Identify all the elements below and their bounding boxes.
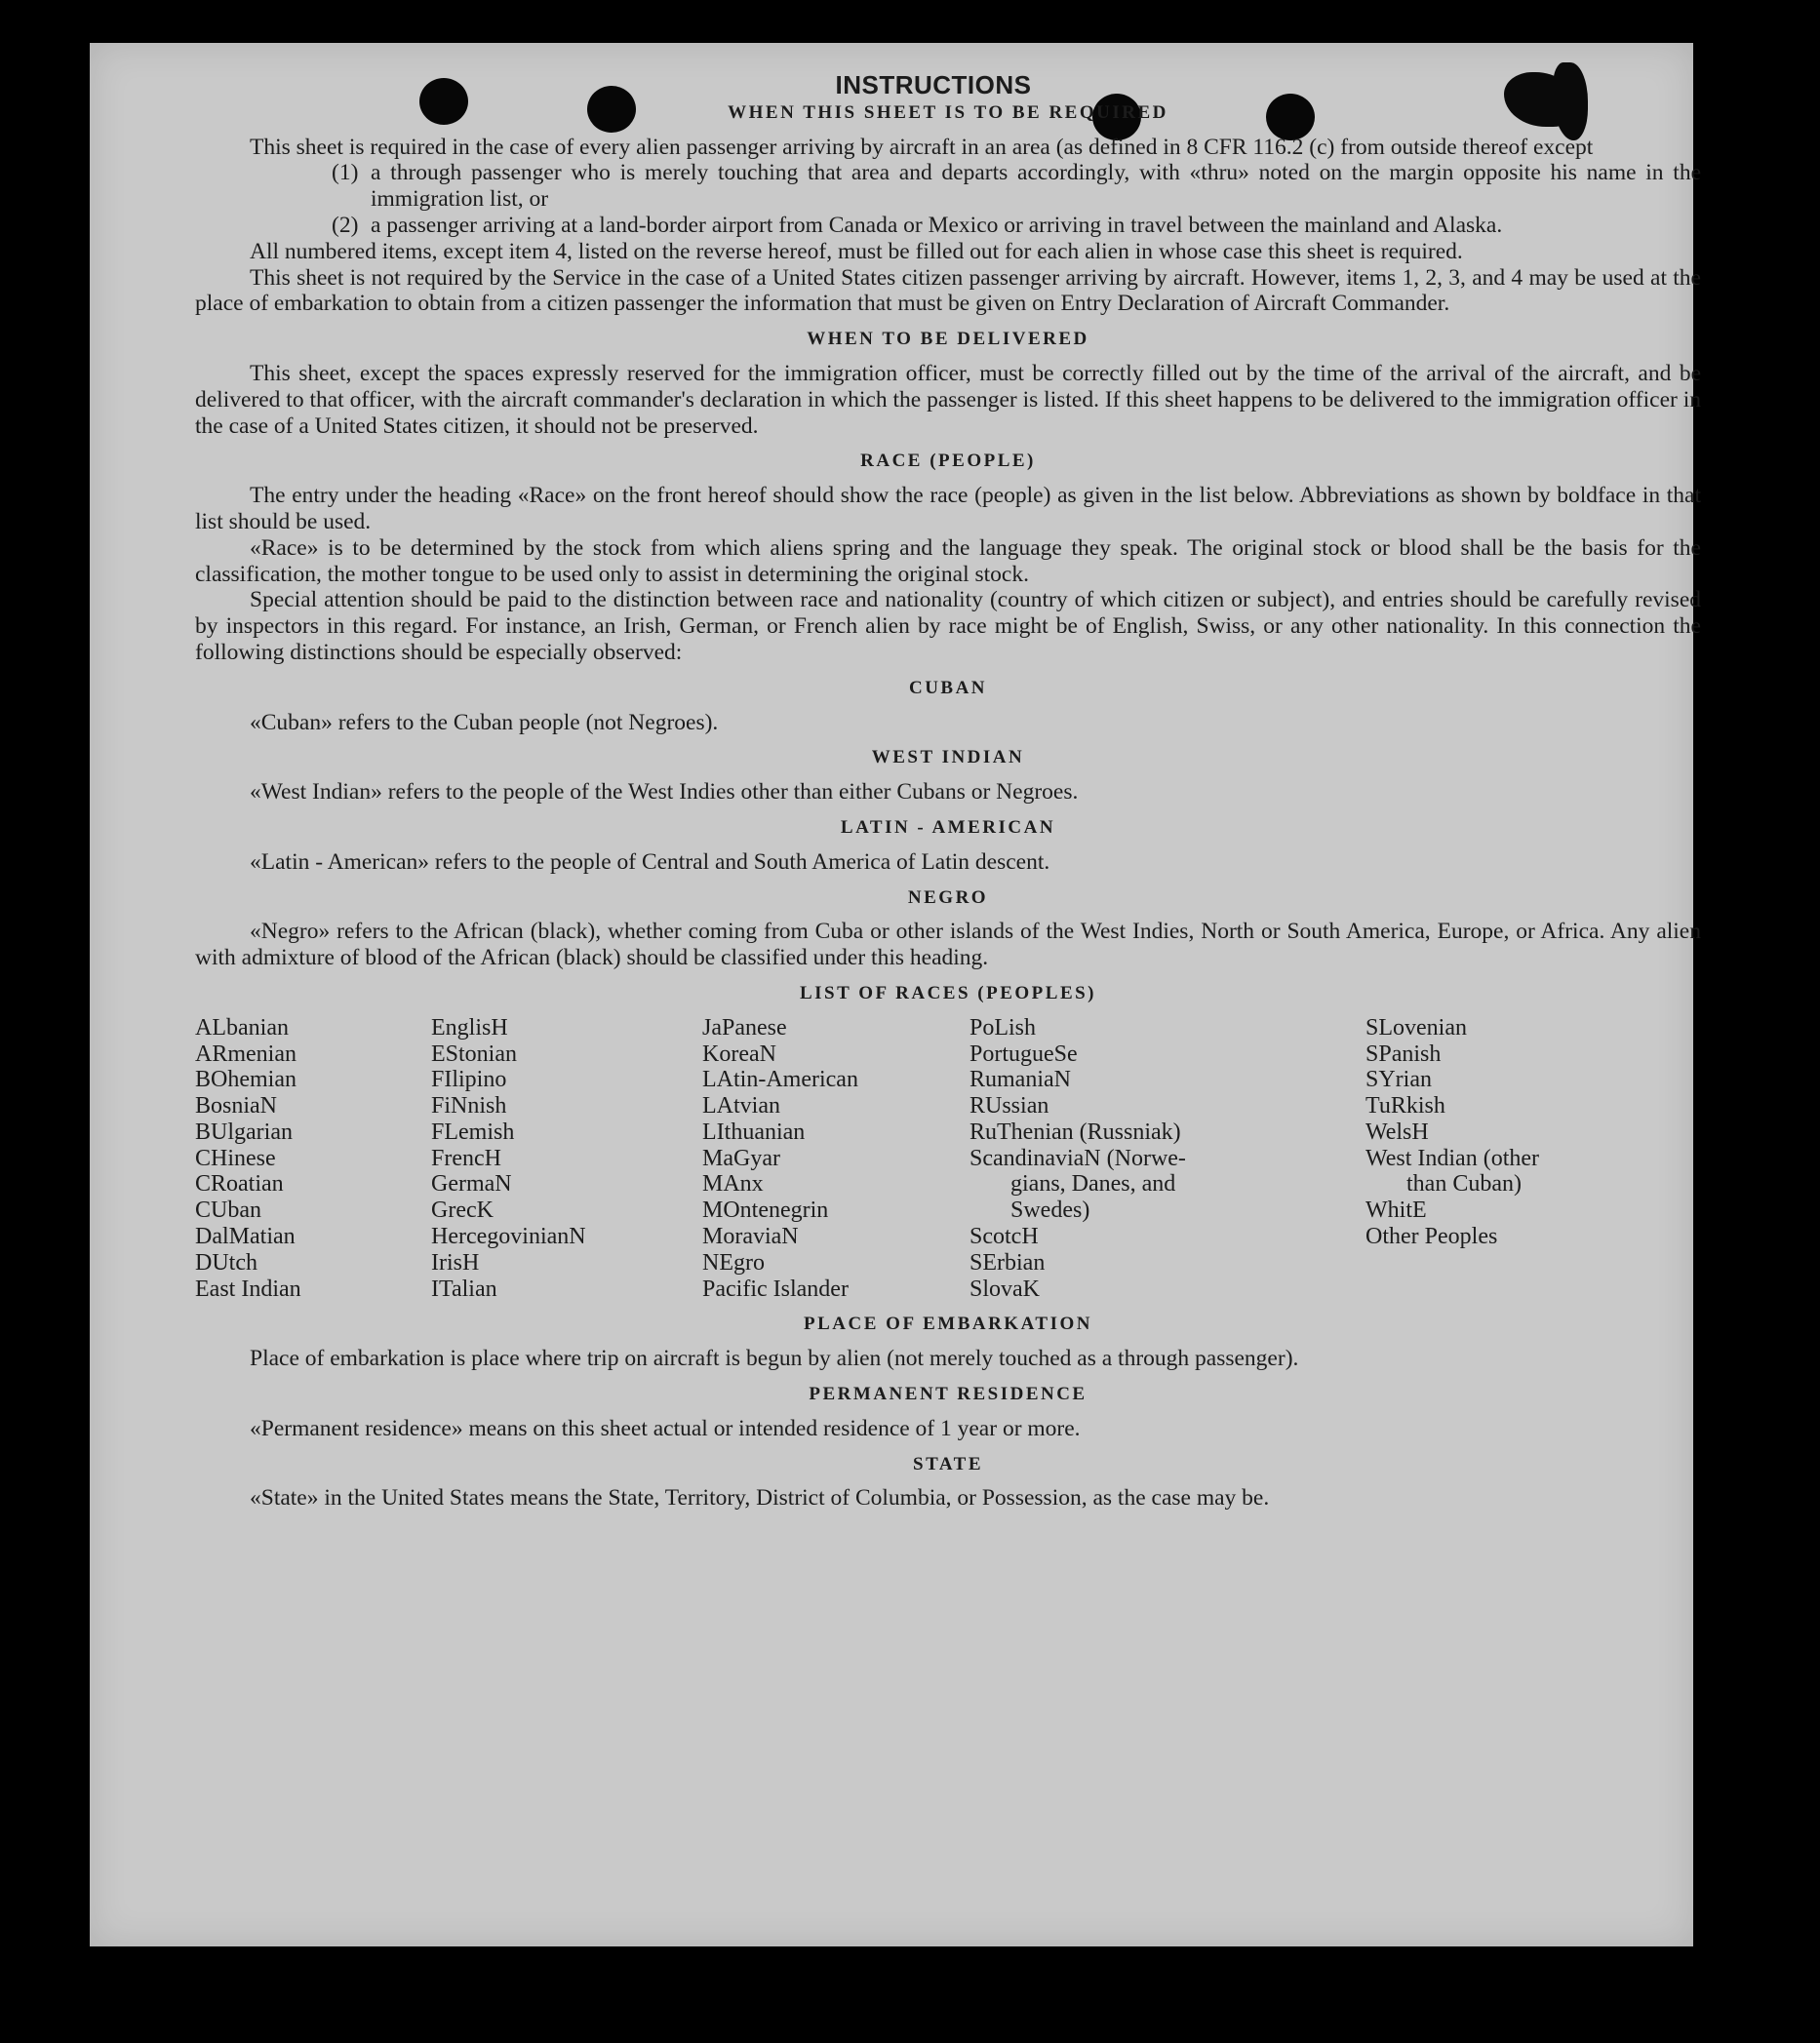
race-entry: DalMatian — [195, 1224, 296, 1250]
race-entry: FIlipino — [431, 1067, 507, 1093]
race-entry: BOhemian — [195, 1067, 297, 1093]
race-entry: DUtch — [195, 1249, 257, 1276]
race-entry: GermaN — [431, 1171, 512, 1198]
paragraph-cuban: «Cuban» refers to the Cuban people (not Negroes). — [250, 709, 719, 735]
race-entry: SlovaK — [969, 1276, 1040, 1302]
race-entry: ITalian — [431, 1276, 497, 1302]
race-entry: East Indian — [195, 1276, 301, 1302]
item-text: a through passenger who is merely touching that area and departs accordingly, with «thru» noted on the margin opposite his name in the immigration list, or — [371, 160, 1701, 213]
paragraph-state: «State» in the United States means the State, Territory, District of Columbia, or Possession, as the case may be. — [250, 1485, 1270, 1512]
paragraph-west-indian: «West Indian» refers to the people of the West Indies other than either Cubans or Negroes. — [250, 779, 1079, 805]
paragraph-race-3: Special attention should be paid to the distinction between race and nationality (country of which citizen or subject), and entries should be carefully revised by inspectors in this regard. For instance, an Irish, German, or French alien by race might be of English, Swiss, or any other nationality. In this connection the following distinctions should be especially observed: — [195, 587, 1701, 665]
race-entry: MAnx — [702, 1171, 764, 1198]
race-entry: FiNnish — [431, 1093, 507, 1120]
paragraph-embarkation: Place of embarkation is place where trip on aircraft is begun by alien (not merely touched as a through passenger). — [250, 1346, 1299, 1372]
race-entry: CRoatian — [195, 1171, 284, 1198]
race-entry: EnglisH — [431, 1014, 508, 1041]
race-entry: LAtvian — [702, 1093, 780, 1120]
race-column-2 — [431, 1015, 702, 1303]
race-entry: West Indian (other — [1365, 1145, 1540, 1171]
item-number: (2) — [332, 212, 359, 238]
race-entry: HercegovinianN — [431, 1224, 586, 1250]
item-text: a passenger arriving at a land-border airport from Canada or Mexico or arriving in travel between the mainland and Alaska. — [371, 212, 1503, 238]
race-entry: LAtin-American — [702, 1067, 858, 1093]
race-entry: WelsH — [1365, 1119, 1429, 1145]
item-number: (1) — [332, 160, 359, 186]
race-entry: MaGyar — [702, 1145, 780, 1171]
paragraph-negro: «Negro» refers to the African (black), whether coming from Cuba or other islands of the West Indies, North or South America, Europe, or Africa. Any alien with admixture of blood of the African (black) should be classified under this heading. — [195, 919, 1701, 971]
race-entry: NEgro — [702, 1249, 765, 1276]
race-entry: than Cuban) — [1406, 1171, 1522, 1198]
race-entry: GrecK — [431, 1198, 494, 1224]
race-entry: gians, Danes, and — [1010, 1171, 1176, 1198]
race-list — [195, 1015, 1701, 1303]
race-entry: ARmenian — [195, 1041, 297, 1067]
paragraph-numbered-items: All numbered items, except item 4, listed on the reverse hereof, must be filled out for each alien in whose case this sheet is required. — [250, 238, 1463, 264]
race-entry: PoLish — [969, 1014, 1037, 1041]
heading-race: RACE (PEOPLE) — [860, 451, 1036, 472]
document-sheet — [90, 43, 1701, 1946]
race-column-5 — [1365, 1015, 1619, 1303]
race-entry: PortugueSe — [969, 1041, 1078, 1067]
race-entry: SYrian — [1365, 1067, 1432, 1093]
race-entry: CUban — [195, 1198, 261, 1224]
race-entry: BUlgarian — [195, 1119, 293, 1145]
race-entry: Pacific Islander — [702, 1276, 849, 1302]
race-entry: ScotcH — [969, 1224, 1039, 1250]
paragraph-race-1: The entry under the heading «Race» on the front hereof should show the race (people) as given in the list below. Abbreviations as shown by boldface in that list should be used. — [195, 483, 1701, 534]
instructions-content — [195, 72, 1701, 1512]
heading-permanent-residence: PERMANENT RESIDENCE — [809, 1384, 1088, 1405]
race-column-3 — [702, 1015, 969, 1303]
race-entry: FLemish — [431, 1119, 515, 1145]
race-entry: RumaniaN — [969, 1067, 1071, 1093]
race-entry: SErbian — [969, 1249, 1046, 1276]
race-entry: TuRkish — [1365, 1093, 1445, 1120]
exception-item-2 — [332, 213, 1701, 239]
race-entry: LIthuanian — [702, 1119, 806, 1145]
paragraph-permanent-residence: «Permanent residence» means on this sheet actual or intended residence of 1 year or more. — [250, 1415, 1081, 1441]
race-column-1 — [195, 1015, 431, 1303]
race-entry: RUssian — [969, 1093, 1049, 1120]
exception-item-1 — [332, 160, 1701, 213]
paragraph-when-delivered: This sheet, except the spaces expressly reserved for the immigration officer, must be correctly filled out by the time of the arrival of the aircraft, and be delivered to that officer, with the aircraft commander's declaration in which the passenger is listed. If this sheet happens to be delivered to the immigration officer in the case of a United States citizen, it should not be preserved. — [195, 360, 1701, 439]
race-entry: BosniaN — [195, 1093, 277, 1120]
paragraph-when-required-intro: This sheet is required in the case of every alien passenger arriving by aircraft in an area (as defined in 8 CFR 116.2 (c) from outside thereof except — [250, 134, 1594, 160]
heading-when-delivered: WHEN TO BE DELIVERED — [807, 329, 1089, 350]
race-entry: FrencH — [431, 1145, 501, 1171]
race-entry: ScandinaviaN (Norwe- — [969, 1145, 1186, 1171]
race-entry: SLovenian — [1365, 1014, 1467, 1041]
race-entry: SPanish — [1365, 1041, 1442, 1067]
paragraph-citizen-passenger: This sheet is not required by the Service in the case of a United States citizen passenger arriving by aircraft. However, items 1, 2, 3, and 4 may be used at the place of embarkation to obtain from a citizen passenger the information that must be given on Entry Declaration of Aircraft Commander. — [195, 264, 1701, 317]
race-entry: EStonian — [431, 1041, 517, 1067]
race-entry: KoreaN — [702, 1041, 776, 1067]
race-entry: Swedes) — [1010, 1198, 1090, 1224]
heading-state: STATE — [913, 1453, 983, 1474]
race-entry: RuThenian (Russniak) — [969, 1119, 1181, 1145]
race-entry: CHinese — [195, 1145, 276, 1171]
paragraph-race-2: «Race» is to be determined by the stock from which aliens spring and the language they speak. The original stock or blood shall be the basis for the classification, the mother tongue to be used only to assist in determining the original stock. — [195, 534, 1701, 587]
race-entry: Other Peoples — [1365, 1224, 1498, 1250]
race-entry: MoraviaN — [702, 1224, 799, 1250]
race-entry: ALbanian — [195, 1014, 289, 1041]
heading-latin-american: LATIN - AMERICAN — [840, 816, 1056, 838]
race-column-4 — [969, 1015, 1365, 1303]
heading-place-of-embarkation: PLACE OF EMBARKATION — [804, 1314, 1092, 1335]
heading-west-indian: WEST INDIAN — [871, 747, 1025, 768]
race-entry: WhitE — [1365, 1198, 1427, 1224]
race-entry: JaPanese — [702, 1014, 787, 1041]
page-title: INSTRUCTIONS — [835, 70, 1032, 99]
heading-when-required: WHEN THIS SHEET IS TO BE REQUIRED — [728, 101, 1168, 123]
heading-negro: NEGRO — [907, 886, 989, 908]
paragraph-latin-american: «Latin - American» refers to the people of Central and South America of Latin descent. — [250, 848, 1050, 875]
race-entry: MOntenegrin — [702, 1198, 829, 1224]
heading-list-of-races: LIST OF RACES (PEOPLES) — [799, 982, 1097, 1003]
race-entry: IrisH — [431, 1249, 480, 1276]
heading-cuban: CUBAN — [908, 677, 988, 698]
